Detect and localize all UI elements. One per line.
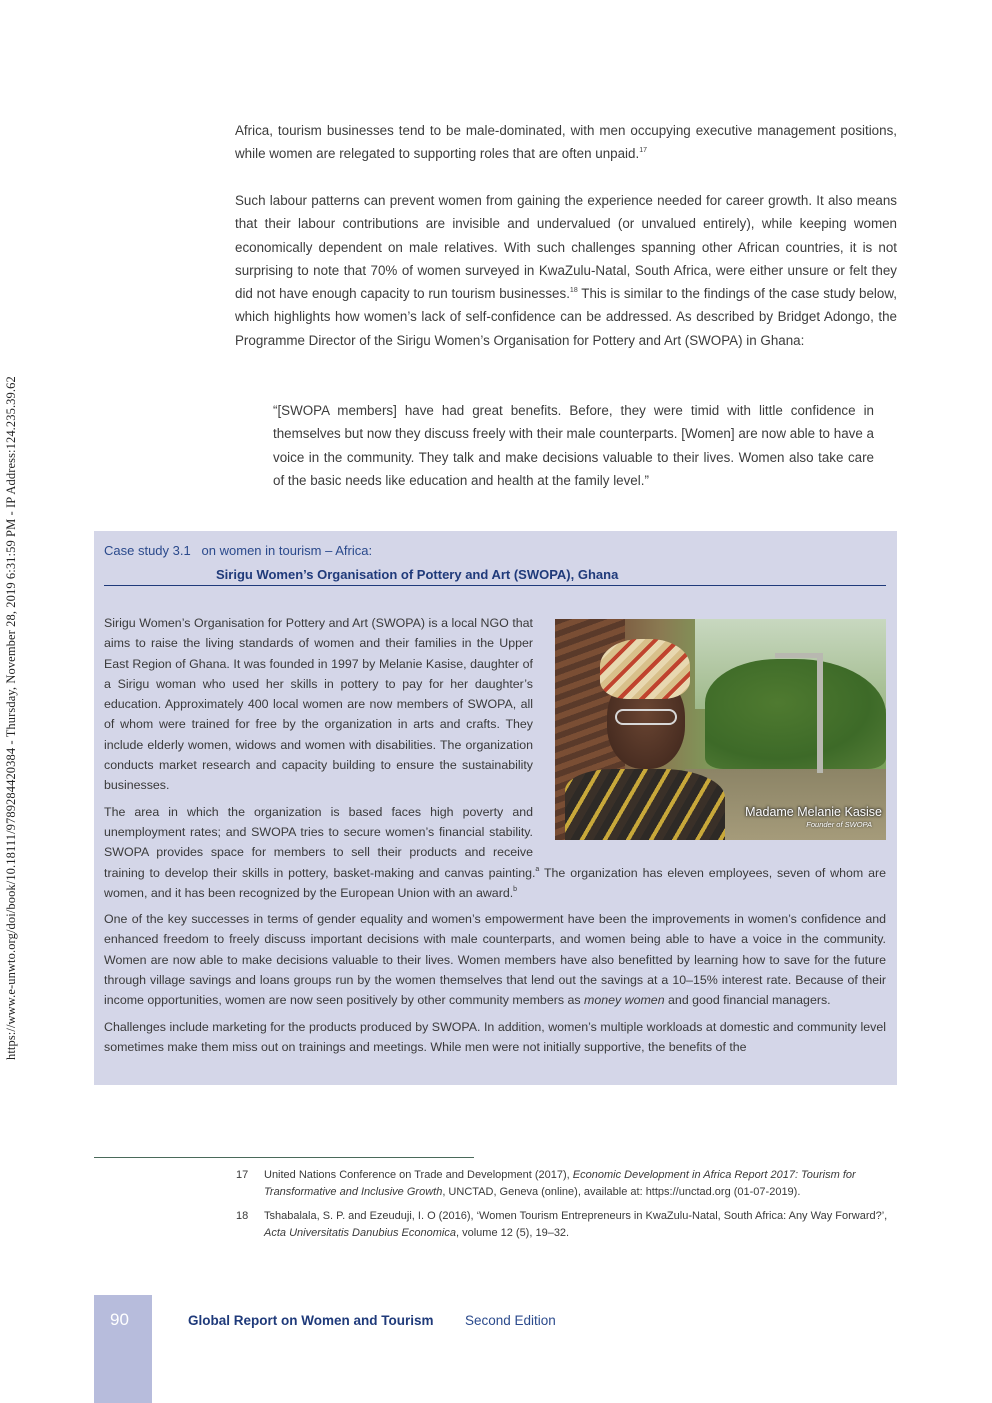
case-footnote-ref-b[interactable]: b — [513, 885, 518, 893]
footnote-number: 18 — [236, 1210, 249, 1222]
footnote-text-b: , volume 12 (5), 19–32. — [455, 1227, 570, 1239]
footnote-17 — [236, 1167, 896, 1201]
photo-caption-role: Founder of SWOPA — [806, 819, 872, 829]
case-study-body — [104, 613, 886, 1063]
case-paragraph-3-text-a: One of the key successes in terms of gender equality and women’s empowerment have been the improvements in women’s confidence and enhanced freedom to freely discuss important decisions with male counterparts, and women being able to have a voice in the community. Women are now able to make decisions valuable to their lives. Women members have also benefitted by learning how to save for the future through village savings and loans groups run by the women themselves that lend out the savings at a 10–15% interest rate. Because of their income opportunities, women are now seen positively by other community members as — [104, 912, 886, 1008]
case-study-divider — [104, 585, 886, 586]
footnote-source-title: Acta Universitatis Danubius Economica — [264, 1227, 456, 1239]
photo-dress — [565, 769, 725, 840]
labour-patterns-paragraph — [235, 189, 897, 352]
footnote-ref-17[interactable]: 17 — [639, 147, 648, 155]
footnote-number: 17 — [236, 1169, 249, 1181]
sidebar-access-url: https://www.e-unwto.org/doi/book/10.18111/9789284420384 - Thursday, November 28, 2019 6:31:59 PM - IP Address:124.235.39.62 — [4, 376, 18, 1060]
footnote-text-a: Tshabalala, S. P. and Ezeuduji, I. O (2016), ‘Women Tourism Entrepreneurs in KwaZulu-Natal, South Africa: Any Way Forward?’, — [264, 1210, 888, 1222]
footnote-text-b: , UNCTAD, Geneva (online), available at: https://unctad.org (01-07-2019). — [442, 1186, 801, 1198]
photo-pipe — [775, 653, 823, 658]
intro-paragraph-text: Africa, tourism businesses tend to be male-dominated, with men occupying executive management positions, while women are relegated to supporting roles that are often unpaid. — [235, 123, 897, 162]
footnote-text — [264, 1208, 896, 1242]
case-study-label: Case study 3.1 on women in tourism – Africa: — [104, 543, 373, 558]
case-paragraph-3-text-b: and good financial managers. — [664, 993, 831, 1008]
photo-trees — [705, 659, 886, 769]
page-number: 90 — [110, 1310, 129, 1329]
photo-headscarf — [600, 639, 690, 699]
labour-patterns-text-b: This is similar to the findings of the case study below, which highlights how women’s lack of self-confidence can be addressed. As described by Bridget Adongo, the Programme Director of the Sirigu Women’s Organisation for Pottery and Art (SWOPA) in Ghana: — [235, 286, 897, 348]
case-paragraph-1: Sirigu Women’s Organisation for Pottery and Art (SWOPA) is a local NGO that aims to raise the living standards of women and their families in the Upper East Region of Ghana. It was founded in 1997 by Melanie Kasise, daughter of a Sirigu woman who used her skills in pottery to pay for her daughter’s education. Approximately 400 local women are now members of SWOPA, all of whom were trained for free by the organization in arts and crafts. They include elderly women, widows and women with disabilities. The organization conducts market research and capacity building to ensure the sustainability businesses. — [104, 616, 533, 793]
swopa-quote: “[SWOPA members] have had great benefits. Before, they were timid with little confidence in themselves but now they discuss freely with their male counterparts. [Women] are now able to have a voice in the community. They talk and make decisions valuable to their lives. Women also take care of the basic needs like education and health at the family level.” — [273, 403, 874, 488]
case-paragraph-4: Challenges include marketing for the products produced by SWOPA. In addition, women’s multiple workloads at domestic and community level sometimes make them miss out on trainings and meetings. While men were not initially supportive, the benefits of the — [104, 1019, 886, 1054]
case-study-box — [94, 531, 897, 1085]
founder-photo — [555, 619, 886, 840]
footnote-18 — [236, 1208, 896, 1242]
footnote-divider — [94, 1157, 474, 1158]
case-paragraph-2-text-b: The organization has eleven employees, seven of whom are women, and it has been recognized by the European Union with an award. — [104, 865, 886, 900]
footer-publication-title: Global Report on Women and Tourism — [188, 1313, 434, 1328]
photo-pole — [817, 653, 823, 773]
photo-glasses — [615, 709, 677, 725]
case-footnote-ref-a[interactable]: a — [535, 865, 540, 873]
case-paragraph-3-emphasis: money women — [584, 993, 665, 1008]
case-paragraph-2-text-a: The area in which the organization is based faces high poverty and unemployment rates; and SWOPA tries to secure women’s financial stability. SWOPA provides space for members to sell their products and receive training to develop their skills in pottery, basket-making and canvas painting. — [104, 804, 536, 880]
case-paragraph-3 — [104, 909, 886, 1010]
case-study-title: Sirigu Women’s Organisation of Pottery and Art (SWOPA), Ghana — [216, 567, 619, 582]
labour-patterns-text-a: Such labour patterns can prevent women from gaining the experience needed for career growth. It also means that their labour contributions are invisible and undervalued (or unvalued entirely), while keeping women economically dependent on male relatives. With such challenges spanning other African countries, it is not surprising to note that 70% of women surveyed in KwaZulu-Natal, South Africa, were either unsure or felt they did not have enough capacity to run tourism businesses. — [235, 193, 897, 302]
footnote-text-a: United Nations Conference on Trade and Development (2017), — [264, 1169, 573, 1181]
footnote-text — [264, 1167, 896, 1201]
footer-edition: Second Edition — [465, 1313, 556, 1328]
intro-paragraph — [235, 119, 897, 166]
footnote-ref-18[interactable]: 18 — [569, 287, 578, 295]
photo-caption-name: Madame Melanie Kasise — [745, 804, 882, 819]
footnote-source-title: Economic Development in Africa Report 2017: Tourism for Transformative and Inclusive Growth — [264, 1169, 856, 1198]
